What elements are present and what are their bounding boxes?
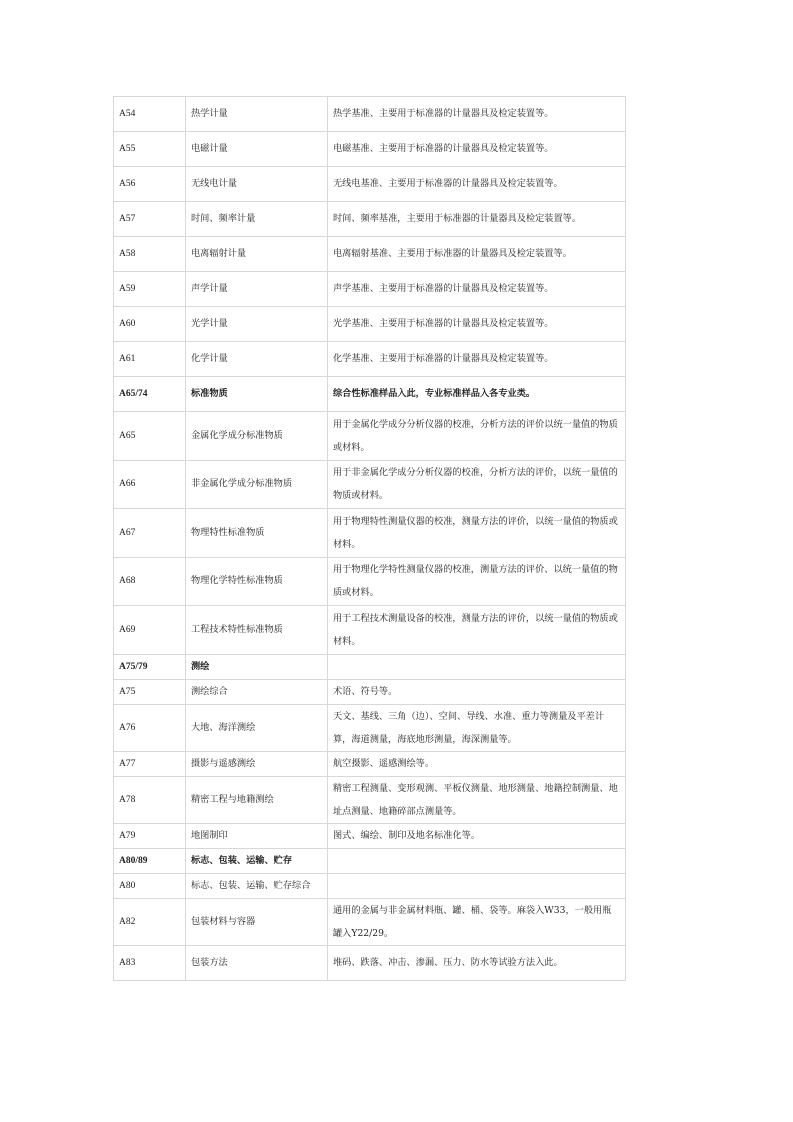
table-row [114,307,626,342]
row-name: 包装方法 [186,945,328,980]
row-description [328,848,626,873]
row-name: 测绘 [186,654,328,679]
row-description: 声学基准、主要用于标准器的计量器具及检定装置等。 [328,272,626,307]
table-row-group-header [114,654,626,679]
row-name: 非金属化学成分标准物质 [186,460,328,509]
table-row [114,132,626,167]
row-name: 精密工程与地籍测绘 [186,776,328,823]
row-code: A57 [114,202,186,237]
table-row [114,873,626,898]
row-code: A80 [114,873,186,898]
row-name: 包装材料与容器 [186,898,328,945]
row-name: 物理特性标准物质 [186,509,328,558]
row-code: A76 [114,704,186,751]
row-description: 用于工程技术测量设备的校准，测量方法的评价，以统一量值的物质或材料。 [328,606,626,655]
row-code: A58 [114,237,186,272]
row-name: 化学计量 [186,342,328,377]
table-row [114,167,626,202]
row-code: A65/74 [114,377,186,412]
row-description: 术语、符号等。 [328,679,626,704]
row-code: A60 [114,307,186,342]
table-row [114,509,626,558]
row-description: 时间、频率基准，主要用于标准器的计量器具及检定装置等。 [328,202,626,237]
row-description: 堆码、跌落、冲击、渗漏、压力、防水等试验方法入此。 [328,945,626,980]
row-description: 用于金属化学成分分析仪器的校准，分析方法的评价以统一量值的物质或材料。 [328,412,626,461]
row-name: 无线电计量 [186,167,328,202]
row-description: 精密工程测量、变形观测、平板仪测量、地形测量、地籍控制测量、地址点测量、地籍碎部点测量等。 [328,776,626,823]
table-row [114,751,626,776]
table-row [114,460,626,509]
table-row [114,704,626,751]
row-code: A67 [114,509,186,558]
row-description [328,654,626,679]
table-row [114,342,626,377]
row-code: A66 [114,460,186,509]
table-row-group-header [114,377,626,412]
row-code: A65 [114,412,186,461]
table-row [114,898,626,945]
row-code: A69 [114,606,186,655]
row-name: 电磁计量 [186,132,328,167]
row-code: A78 [114,776,186,823]
row-name: 金属化学成分标准物质 [186,412,328,461]
row-code: A54 [114,97,186,132]
row-code: A75 [114,679,186,704]
row-name: 地图制印 [186,823,328,848]
table-row [114,97,626,132]
row-name: 光学计量 [186,307,328,342]
row-description: 无线电基准、主要用于标准器的计量器具及检定装置等。 [328,167,626,202]
table-row [114,202,626,237]
row-code: A82 [114,898,186,945]
row-code: A55 [114,132,186,167]
table-row [114,272,626,307]
row-description: 用于物理化学特性测量仪器的校准，测量方法的评价、以统一量值的物质或材料。 [328,557,626,606]
row-description: 化学基准、主要用于标准器的计量器具及检定装置等。 [328,342,626,377]
row-code: A77 [114,751,186,776]
table-row [114,776,626,823]
row-name: 工程技术特性标准物质 [186,606,328,655]
row-name: 标志、包装、运输、贮存 [186,848,328,873]
row-description: 航空摄影、遥感测绘等。 [328,751,626,776]
row-code: A79 [114,823,186,848]
row-name: 大地、海洋测绘 [186,704,328,751]
standards-classification-table [113,96,626,981]
table-row [114,945,626,980]
row-description: 电磁基准、主要用于标准器的计量器具及检定装置等。 [328,132,626,167]
row-name: 标准物质 [186,377,328,412]
table-row [114,679,626,704]
row-description: 用于物理特性测量仪器的校准，测量方法的评价，以统一量值的物质或材料。 [328,509,626,558]
row-code: A56 [114,167,186,202]
row-description: 图式、编绘、制印及地名标准化等。 [328,823,626,848]
table-row [114,823,626,848]
table-row [114,237,626,272]
row-description: 天文、基线、三角（边）、空间、导线、水准、重力等测量及平差计算，海道测量，海底地形测量，海深测量等。 [328,704,626,751]
row-name: 热学计量 [186,97,328,132]
row-code: A68 [114,557,186,606]
row-name: 测绘综合 [186,679,328,704]
row-code: A83 [114,945,186,980]
row-description: 综合性标准样品入此，专业标准样品入各专业类。 [328,377,626,412]
row-description: 光学基准、主要用于标准器的计量器具及检定装置等。 [328,307,626,342]
row-code: A80/89 [114,848,186,873]
row-name: 标志、包装、运输、贮存综合 [186,873,328,898]
table-row [114,606,626,655]
row-description: 电离辐射基准、主要用于标准器的计量器具及检定装置等。 [328,237,626,272]
row-name: 时间、频率计量 [186,202,328,237]
row-code: A75/79 [114,654,186,679]
row-description: 热学基准、主要用于标准器的计量器具及检定装置等。 [328,97,626,132]
row-description [328,873,626,898]
row-name: 摄影与遥感测绘 [186,751,328,776]
row-code: A61 [114,342,186,377]
table-row [114,557,626,606]
row-name: 电离辐射计量 [186,237,328,272]
table-row [114,412,626,461]
row-description: 用于非金属化学成分分析仪器的校准，分析方法的评价，以统一量值的物质或材料。 [328,460,626,509]
row-name: 声学计量 [186,272,328,307]
row-code: A59 [114,272,186,307]
row-name: 物理化学特性标准物质 [186,557,328,606]
row-description: 通用的金属与非金属材料瓶、罐、桶、袋等。麻袋入W33，一般用瓶罐入Y22/29。 [328,898,626,945]
table-row-group-header [114,848,626,873]
